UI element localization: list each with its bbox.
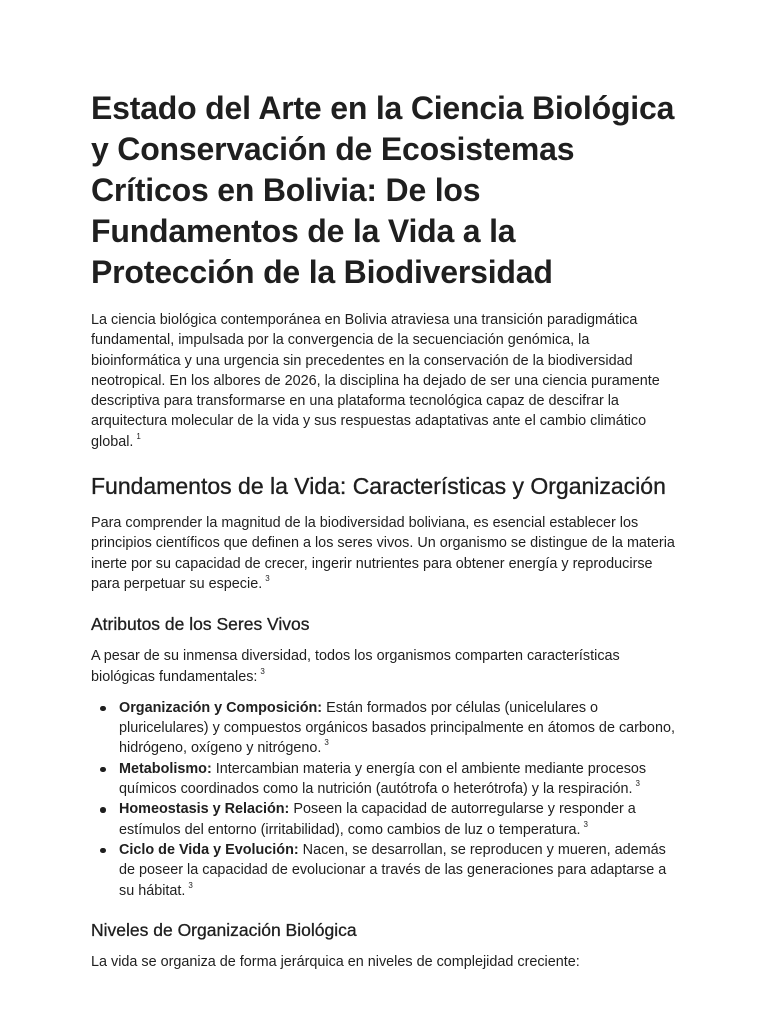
footnote-ref[interactable]: 3 [635, 779, 640, 789]
subsection-heading-atributos: Atributos de los Seres Vivos [91, 614, 310, 635]
footnote-ref[interactable]: 3 [324, 738, 329, 748]
list-item [119, 698, 682, 759]
subsection-heading-niveles: Niveles de Organización Biológica [91, 919, 357, 940]
list-item-text: Intercambian materia y energía con el ambiente mediante procesos químicos coordinados como la nutrición (autótrofa o heterótrofa) y la respiración. [119, 760, 647, 798]
document-title: Estado del Arte en la Ciencia Biológica y Conservación de Ecosistemas Críticos en Bolivia: De los Fundamentos de la Vida a la Protección de la Biodiversidad [91, 90, 675, 290]
bullet-icon [100, 706, 106, 712]
footnote-ref[interactable]: 3 [188, 880, 193, 890]
footnote-ref[interactable]: 3 [260, 666, 265, 676]
list-item-term: Ciclo de Vida y Evolución: [119, 841, 299, 858]
list-item [119, 759, 682, 800]
list-item-term: Metabolismo: [119, 760, 212, 777]
bullet-icon [100, 807, 106, 813]
attributes-list [91, 698, 682, 901]
section-paragraph-fundamentos [91, 513, 682, 594]
list-item-text: Están formados por células (unicelulares o pluricelulares) y compuestos orgánicos basados principalmente en átomos de carbono, hidrógeno, oxígeno y nitrógeno. [119, 699, 675, 757]
list-item [119, 799, 682, 840]
subsection-paragraph-atributos [91, 646, 682, 687]
bullet-icon [100, 848, 106, 854]
footnote-ref[interactable]: 1 [136, 431, 141, 441]
list-item-text: Poseen la capacidad de autorregularse y responder a estímulos del entorno (irritabilidad), como cambios de luz o temperatura. [119, 801, 636, 838]
bullet-icon [100, 767, 106, 773]
list-item-text: Nacen, se desarrollan, se reproducen y mueren, además de poseer la capacidad de evolucionar a través de las generaciones para adaptarse a su hábitat. [119, 841, 667, 899]
list-item-term: Homeostasis y Relación: [119, 801, 290, 818]
subsection-paragraph-niveles: La vida se organiza de forma jerárquica en niveles de complejidad creciente: [91, 953, 580, 970]
footnote-ref[interactable]: 3 [583, 819, 588, 829]
list-item [119, 840, 682, 901]
section-text: Para comprender la magnitud de la biodiversidad boliviana, es esencial establecer los principios científicos que definen a los seres vivos. Un organismo se distingue de la materia inerte por su capacidad de crecer, ingerir nutrientes para obtener energía y reproducirse para perpetuar su especie. [91, 515, 675, 592]
list-item-term: Organización y Composición: [119, 699, 323, 716]
intro-text: La ciencia biológica contemporánea en Bolivia atraviesa una transición paradigmática fundamental, impulsada por la convergencia de la secuenciación genómica, la bioinformática y una urgencia sin precedentes en la conservación de la biodiversidad neotropical. En los albores de 2026, la disciplina ha dejado de ser una ciencia puramente descriptiva para transformarse en una plataforma tecnológica capaz de descifrar la arquitectura molecular de la vida y sus respuestas adaptativas ante el cambio climático global. [91, 312, 660, 450]
subsection-text: A pesar de su inmensa diversidad, todos los organismos comparten características biológicas fundamentales: [91, 648, 620, 685]
section-heading-fundamentos: Fundamentos de la Vida: Características y Organización [91, 473, 666, 500]
intro-paragraph [91, 310, 682, 452]
footnote-ref[interactable]: 3 [265, 573, 270, 583]
